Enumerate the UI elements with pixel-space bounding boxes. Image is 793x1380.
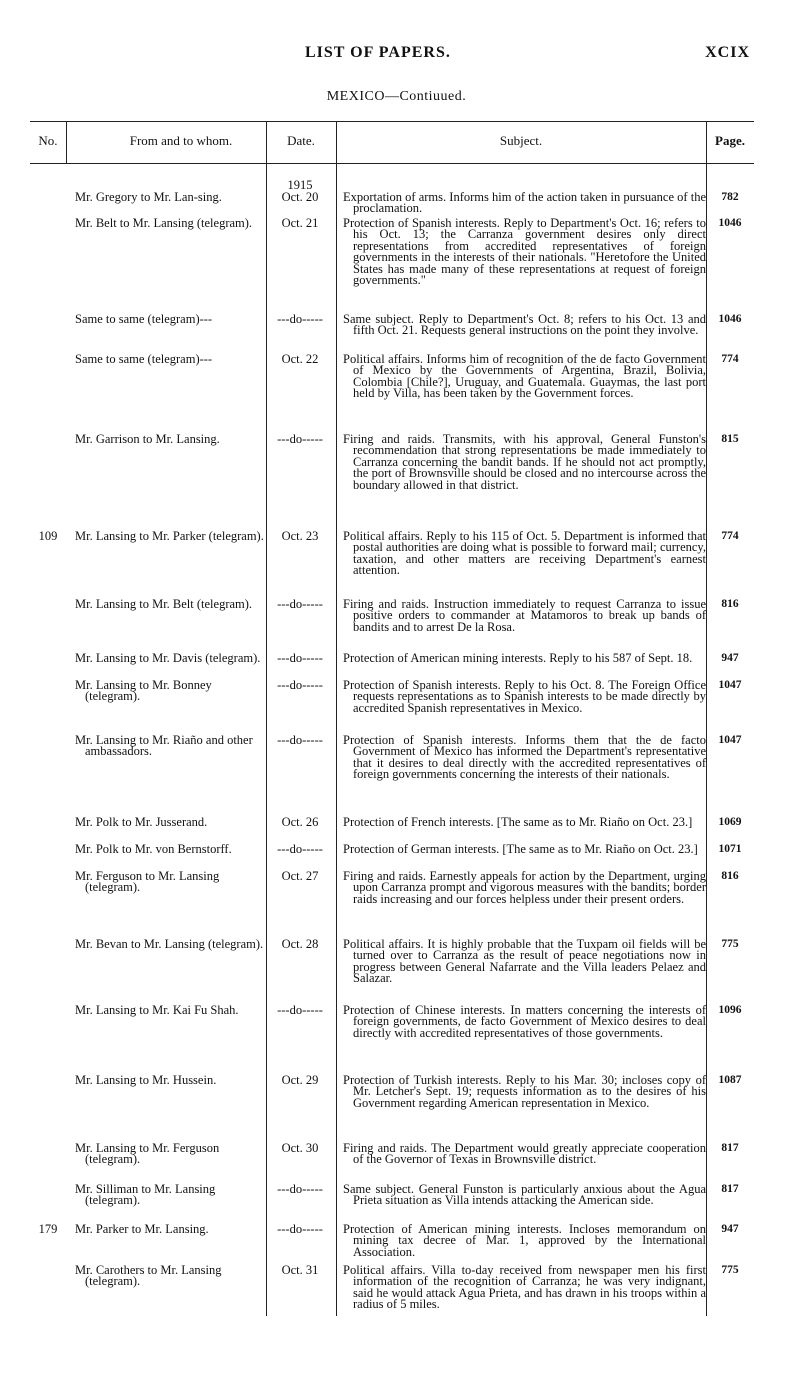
table-top-rule	[30, 121, 754, 122]
table-header-rule	[30, 163, 754, 164]
row-subject: Firing and raids. Transmits, with his approval, General Funston's recommendation that strong representations be made immediately to Carranza concerning the bandit bands. If he should not act promptly, the port of Brownsville should be closed and no intercourse across the boundary allowed in that district.	[343, 432, 706, 492]
column-header-no: No.	[38, 133, 58, 148]
row-date: Oct. 20	[281, 190, 319, 204]
row-number: 179	[38, 1222, 58, 1236]
row-date: Oct. 31	[281, 1263, 319, 1277]
from-to-whom: Mr. Carothers to Mr. Lansing (telegram).	[75, 1263, 222, 1289]
row-page: 817	[721, 1183, 739, 1195]
row-page: 775	[721, 938, 739, 950]
page-title: LIST OF PAPERS.	[305, 44, 451, 61]
row-page: 1069	[718, 816, 742, 828]
column-divider	[266, 121, 267, 1316]
row-date: Oct. 30	[281, 1141, 319, 1155]
row-page: 1047	[718, 679, 742, 691]
row-page: 817	[721, 1142, 739, 1154]
row-page: 947	[721, 652, 739, 664]
from-to-whom: Mr. Lansing to Mr. Hussein.	[75, 1073, 217, 1087]
from-to-whom: Mr. Lansing to Mr. Parker (telegram).	[75, 529, 264, 543]
column-header-subject: Subject.	[499, 133, 543, 148]
row-date: ---do-----	[277, 432, 323, 446]
row-page: 1071	[718, 843, 742, 855]
row-page: 815	[721, 433, 739, 445]
row-page: 1047	[718, 734, 742, 746]
row-page: 1087	[718, 1074, 742, 1086]
from-to-whom: Mr. Parker to Mr. Lansing.	[75, 1222, 209, 1236]
from-to-whom: Mr. Ferguson to Mr. Lansing (telegram).	[75, 869, 220, 895]
row-page: 816	[721, 598, 739, 610]
row-subject: Firing and raids. The Department would greatly appreciate cooperation of the Governor of Texas in Brownsville district.	[343, 1141, 706, 1167]
row-date: Oct. 28	[281, 937, 319, 951]
papers-table	[30, 121, 754, 1316]
row-date: Oct. 22	[281, 352, 319, 366]
row-subject: Protection of German interests. [The same as to Mr. Riaño on Oct. 23.]	[343, 842, 698, 856]
page-number-roman: XCIX	[705, 44, 750, 61]
from-to-whom: Mr. Gregory to Mr. Lan-sing.	[75, 190, 222, 204]
row-page: 775	[721, 1264, 739, 1276]
column-header-date: Date.	[287, 133, 315, 148]
row-subject: Protection of American mining interests. Reply to his 587 of Sept. 18.	[343, 651, 693, 665]
from-to-whom: Mr. Bevan to Mr. Lansing (telegram).	[75, 937, 264, 951]
row-date: ---do-----	[277, 733, 323, 747]
column-header-from: From and to whom.	[129, 133, 233, 148]
column-divider	[706, 121, 707, 1316]
from-to-whom: Mr. Lansing to Mr. Belt (telegram).	[75, 597, 253, 611]
row-page: 1046	[718, 313, 742, 325]
row-subject: Exportation of arms. Informs him of the action taken in pursuance of the proclamation.	[343, 190, 706, 216]
row-subject: Political affairs. Reply to his 115 of Oct. 5. Department is informed that postal authorities are doing what is possible to forward mail; currency, taxation, and other matters are receiving Department's earnest attention.	[343, 529, 706, 578]
row-date: Oct. 26	[281, 815, 319, 829]
row-page: 782	[721, 191, 739, 203]
row-subject: Protection of Spanish interests. Informs them that the de facto Government of Mexico has informed the Department's representative that it desires to deal directly with the accredited representatives of foreign governments concerning the interests of their nationals.	[343, 733, 706, 782]
row-date: ---do-----	[277, 678, 323, 692]
from-to-whom: Mr. Lansing to Mr. Kai Fu Shah.	[75, 1003, 239, 1017]
from-to-whom: Mr. Belt to Mr. Lansing (telegram).	[75, 216, 253, 230]
row-date: ---do-----	[277, 1003, 323, 1017]
row-subject: Political affairs. Informs him of recognition of the de facto Government of Mexico by the Governments of Argentina, Brazil, Bolivia, Colombia [Chile?], Uruguay, and Guatemala. Guaymas, the last port held by Villa, has been taken by the Government forces.	[343, 352, 706, 401]
from-to-whom: Mr. Polk to Mr. Jusserand.	[75, 815, 208, 829]
row-subject: Protection of Chinese interests. In matters concerning the interests of foreign governments, de facto Government of Mexico desires to deal directly with accredited representatives of those governments.	[343, 1003, 706, 1040]
from-to-whom: Mr. Silliman to Mr. Lansing (telegram).	[75, 1182, 216, 1208]
row-subject: Protection of Turkish interests. Reply to his Mar. 30; incloses copy of Mr. Letcher's Sept. 19; requests information as to the desires of his Government regarding American representation in Mexico.	[343, 1073, 706, 1110]
from-to-whom: Mr. Lansing to Mr. Ferguson (telegram).	[75, 1141, 220, 1167]
row-subject: Protection of French interests. [The same as to Mr. Riaño on Oct. 23.]	[343, 815, 693, 829]
row-page: 1046	[718, 217, 742, 229]
row-subject: Protection of Spanish interests. Reply to Department's Oct. 16; refers to his Oct. 13; the Carranza government desires only direct representations from accredited representatives of foreign governments in the interests of their nationals. "Heretofore the United States has made many of these representations at request of foreign governments."	[343, 216, 706, 288]
year-label: 1915	[287, 178, 313, 192]
from-to-whom: Mr. Garrison to Mr. Lansing.	[75, 432, 220, 446]
row-subject: Political affairs. Villa to-day received from newspaper men his first information of the recognition of Carranza; he was very indignant, said he would attack Agua Prieta, and has drawn in his troops within a radius of 5 miles.	[343, 1263, 706, 1312]
page-header	[0, 44, 793, 66]
row-subject: Same subject. Reply to Department's Oct. 8; refers to his Oct. 13 and fifth Oct. 21. Requests general instructions on the point they involve.	[343, 312, 706, 338]
row-subject: Protection of Spanish interests. Reply to his Oct. 8. The Foreign Office requests representations as to Spanish interests to be made directly by accredited Spanish representatives in Mexico.	[343, 678, 706, 715]
row-page: 774	[721, 530, 739, 542]
from-to-whom: Mr. Lansing to Mr. Davis (telegram).	[75, 651, 261, 665]
from-to-whom: Mr. Lansing to Mr. Riaño and other ambassadors.	[75, 733, 253, 759]
row-page: 1096	[718, 1004, 742, 1016]
column-divider	[336, 121, 337, 1316]
row-subject: Firing and raids. Earnestly appeals for action by the Department, urging upon Carranza prompt and vigorous measures with the bandits; border raids increasing and our forces helpless under their present orders.	[343, 869, 706, 906]
row-date: ---do-----	[277, 1222, 323, 1236]
from-to-whom: Same to same (telegram)---	[75, 312, 213, 326]
row-date: Oct. 27	[281, 869, 319, 883]
from-to-whom: Mr. Polk to Mr. von Bernstorff.	[75, 842, 232, 856]
section-title: MEXICO—Contiuued.	[326, 89, 467, 104]
row-number: 109	[38, 529, 58, 543]
row-date: Oct. 21	[281, 216, 319, 230]
row-date: ---do-----	[277, 651, 323, 665]
row-date: ---do-----	[277, 597, 323, 611]
row-date: ---do-----	[277, 1182, 323, 1196]
from-to-whom: Mr. Lansing to Mr. Bonney (telegram).	[75, 678, 212, 704]
row-subject: Firing and raids. Instruction immediately to request Carranza to issue positive orders to commander at Matamoros to break up bands of bandits and to arrest De la Rosa.	[343, 597, 706, 634]
from-to-whom: Same to same (telegram)---	[75, 352, 213, 366]
row-subject: Political affairs. It is highly probable that the Tuxpam oil fields will be turned over to Carranza as the result of peace negotiations now in progress between General Nafarrate and the Villa leaders Pelaez and Salazar.	[343, 937, 706, 986]
column-header-page: Page.	[715, 133, 745, 148]
row-subject: Same subject. General Funston is particularly anxious about the Agua Prieta situation as Villa intends attacking the American side.	[343, 1182, 706, 1208]
row-date: ---do-----	[277, 312, 323, 326]
row-date: Oct. 23	[281, 529, 319, 543]
row-page: 774	[721, 353, 739, 365]
row-date: Oct. 29	[281, 1073, 319, 1087]
row-subject: Protection of American mining interests. Incloses memorandum on mining tax decree of Mar. 1, approved by the International Association.	[343, 1222, 706, 1259]
row-date: ---do-----	[277, 842, 323, 856]
row-page: 816	[721, 870, 739, 882]
row-page: 947	[721, 1223, 739, 1235]
